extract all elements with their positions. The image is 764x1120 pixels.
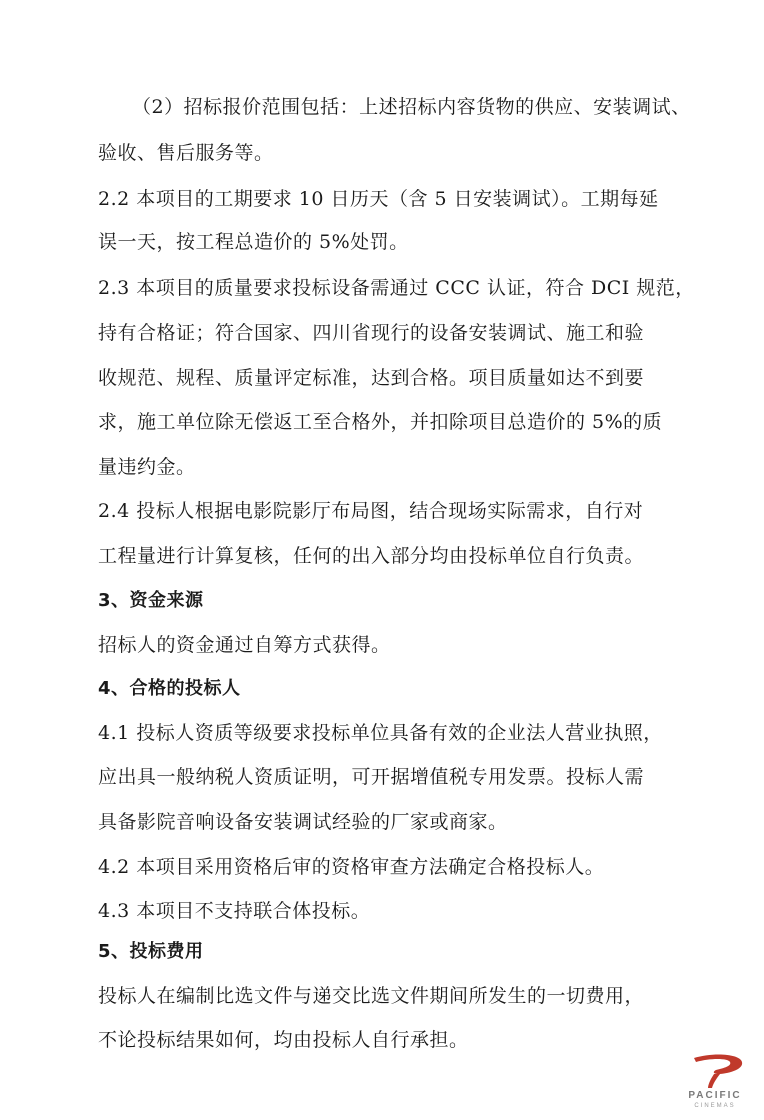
text-line: 工程量进行计算复核，任何的出入部分均由投标单位自行负责。 xyxy=(98,545,645,567)
text-line: 4.1 投标人资质等级要求投标单位具备有效的企业法人营业执照， xyxy=(98,722,663,744)
text-line: 不论投标结果如何，均由投标人自行承担。 xyxy=(98,1029,469,1051)
pacific-cinemas-logo xyxy=(674,1050,756,1112)
text-line: 应出具一般纳税人资质证明，可开据增值税专用发票。投标人需 xyxy=(98,766,645,788)
text-line: 量违约金。 xyxy=(98,456,196,478)
section-heading: 3、资金来源 xyxy=(98,590,204,611)
text-line: 2.4 投标人根据电影院影厅布局图，结合现场实际需求，自行对 xyxy=(98,500,644,522)
text-line: 持有合格证；符合国家、四川省现行的设备安装调试、施工和验 xyxy=(98,322,645,344)
text-line: 求，施工单位除无偿返工至合格外，并扣除项目总造价的 5%的质 xyxy=(98,411,663,433)
logo-swoosh-icon xyxy=(674,1050,756,1090)
text-line: 2.2 本项目的工期要求 10 日历天（含 5 日安装调试）。工期每延 xyxy=(98,188,659,210)
text-line: 2.3 本项目的质量要求投标设备需通过 CCC 认证，符合 DCI 规范， xyxy=(98,277,695,299)
text-line: 误一天，按工程总造价的 5%处罚。 xyxy=(98,231,409,253)
section-heading: 5、投标费用 xyxy=(98,941,204,962)
text-line: （2）招标报价范围包括：上述招标内容货物的供应、安装调试、 xyxy=(132,96,691,118)
text-line: 收规范、规程、质量评定标准，达到合格。项目质量如达不到要 xyxy=(98,367,645,389)
text-line: 投标人在编制比选文件与递交比选文件期间所发生的一切费用， xyxy=(98,985,645,1007)
text-line: 具备影院音响设备安装调试经验的厂家或商家。 xyxy=(98,811,508,833)
text-line: 4.3 本项目不支持联合体投标。 xyxy=(98,900,371,922)
text-line: 招标人的资金通过自筹方式获得。 xyxy=(98,634,391,656)
text-line: 4.2 本项目采用资格后审的资格审查方法确定合格投标人。 xyxy=(98,856,605,878)
section-heading: 4、合格的投标人 xyxy=(98,678,241,699)
logo-wordmark: PACIFIC xyxy=(688,1090,742,1101)
logo-subtitle: CINEMAS xyxy=(694,1103,736,1109)
text-line: 验收、售后服务等。 xyxy=(98,142,274,164)
